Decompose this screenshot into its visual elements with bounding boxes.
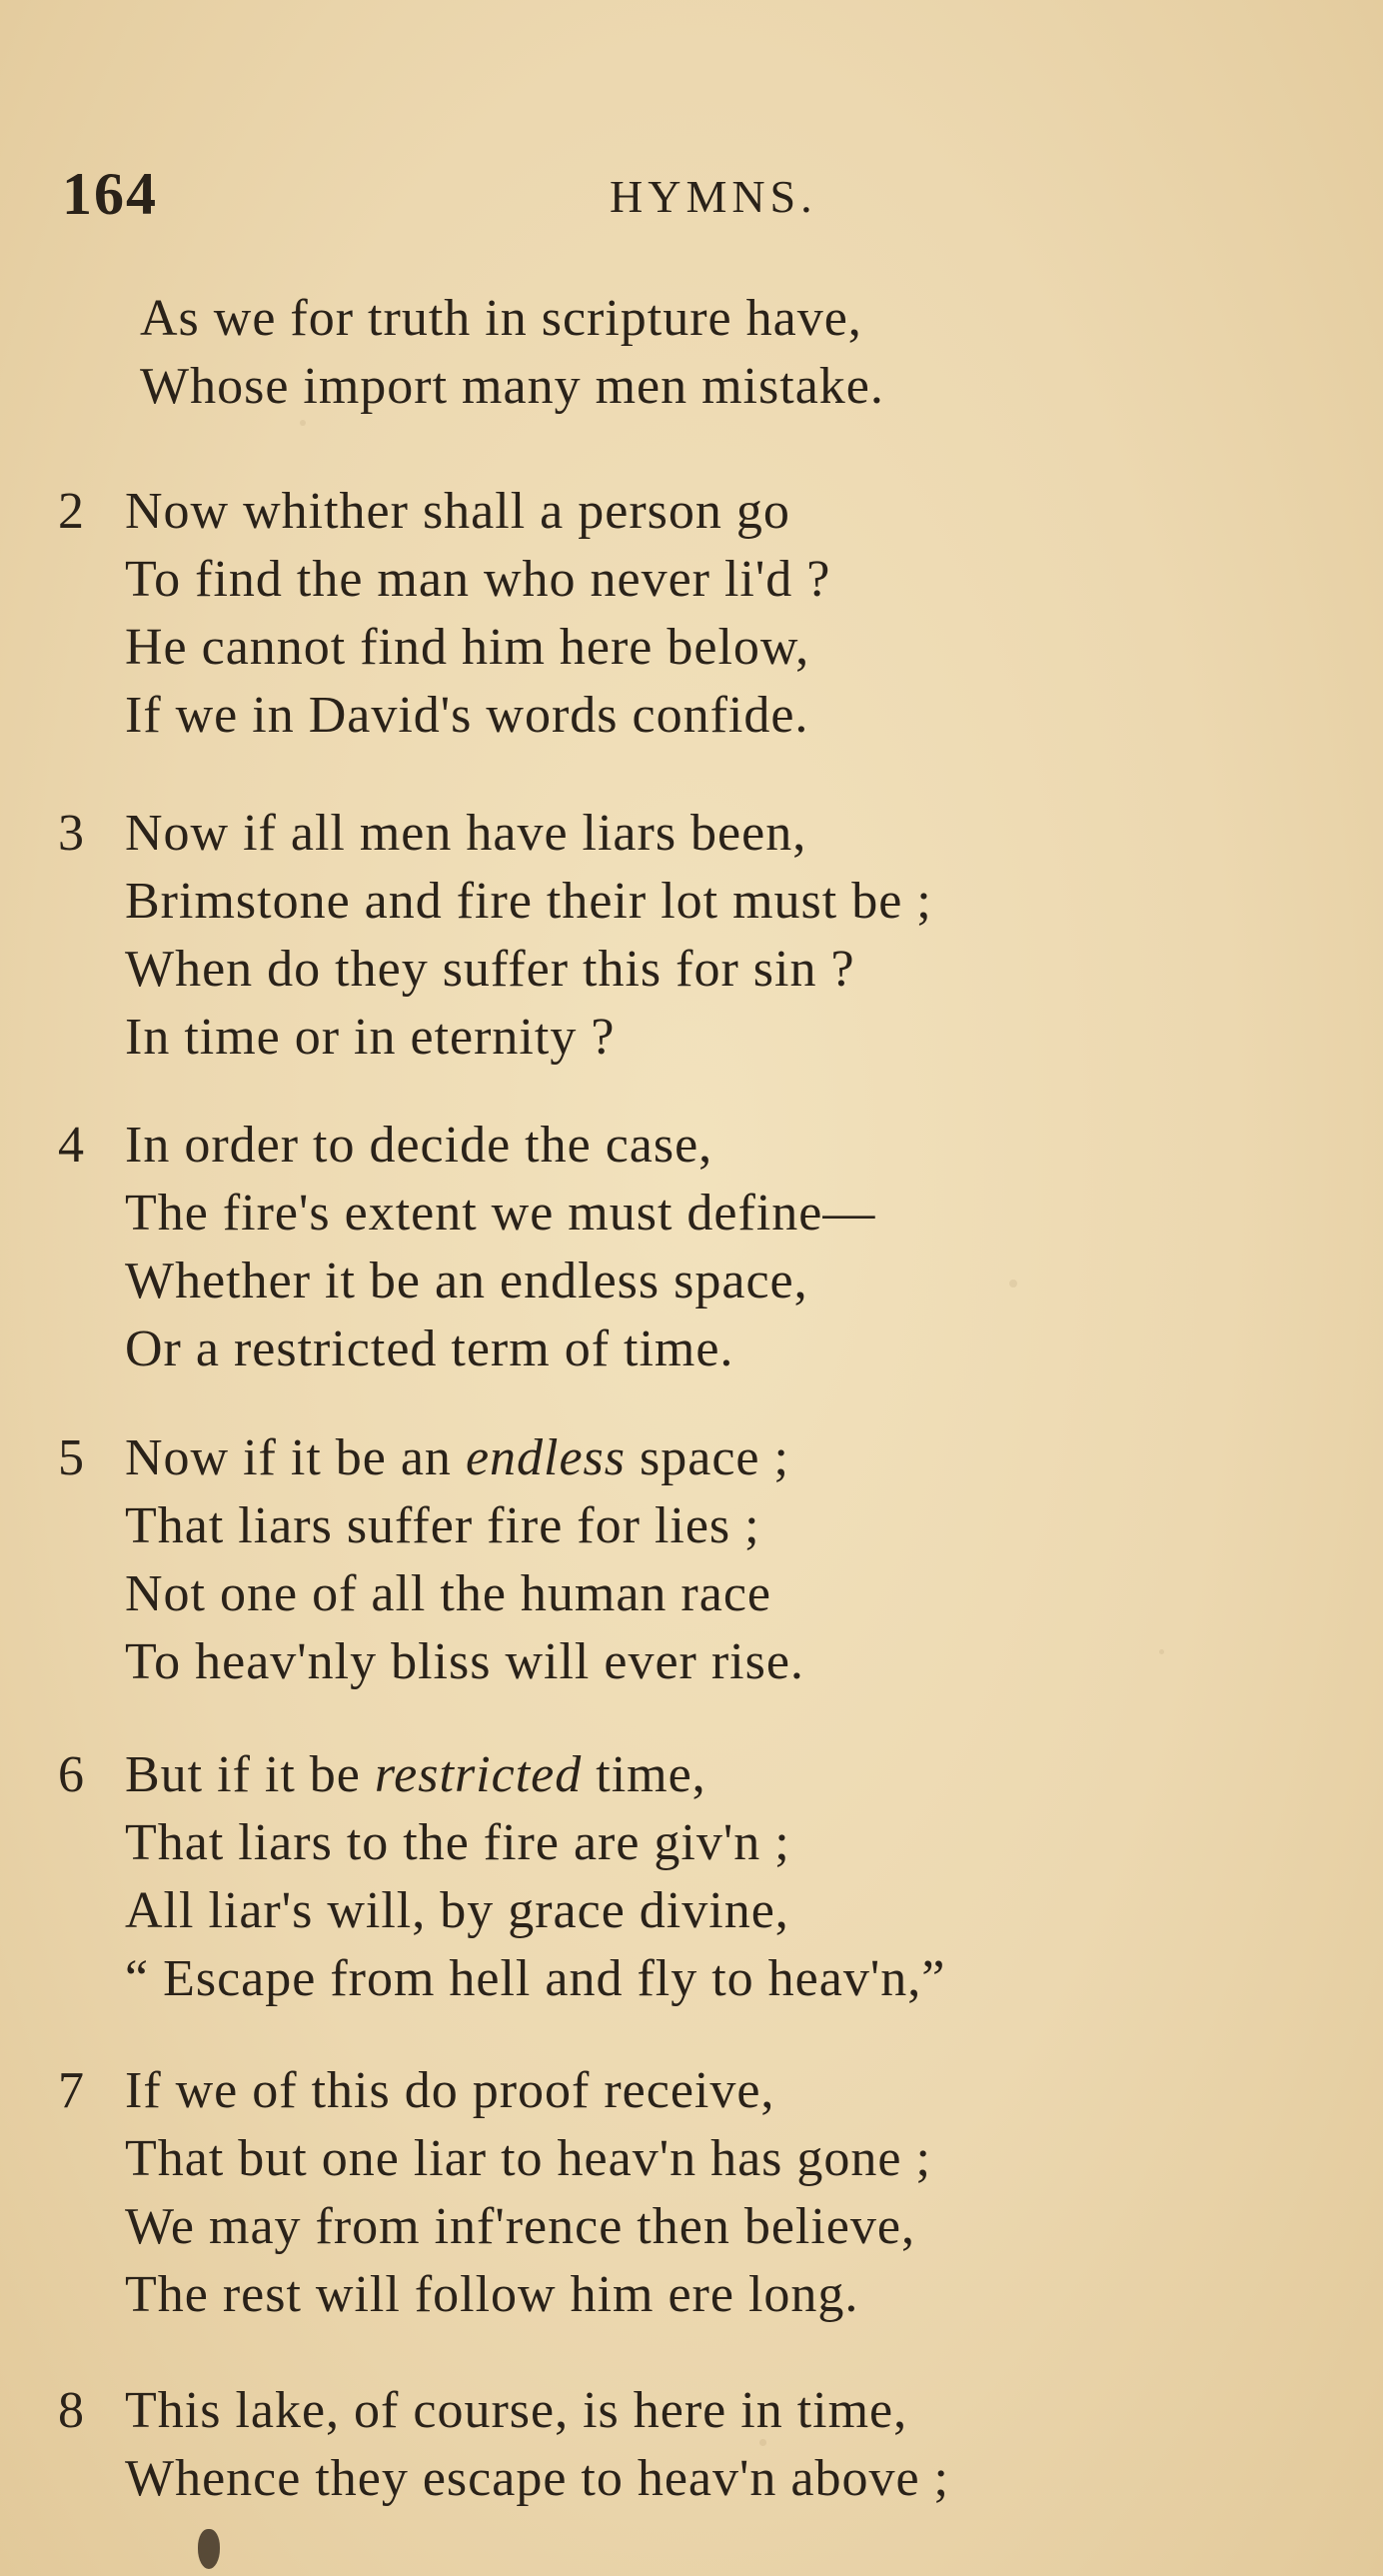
- italic-word: endless: [465, 1429, 627, 1486]
- verse-line: If we of this do proof receive,: [125, 2062, 775, 2119]
- stanza-lines: [125, 2057, 1284, 2329]
- ink-blot: [198, 2529, 220, 2569]
- verse-line-start: Now if it be an: [125, 1429, 466, 1486]
- verse-line-end: time,: [582, 1746, 706, 1803]
- verse-number: 7: [58, 2062, 84, 2119]
- verse-number: 8: [58, 2382, 84, 2439]
- verse-line: The fire's extent we must define—: [125, 1185, 876, 1242]
- page-number: 164: [62, 161, 158, 227]
- stanza-lines: [140, 285, 1299, 421]
- verse-number: 4: [58, 1117, 84, 1174]
- verse-line: When do they suffer this for sin ?: [125, 941, 855, 998]
- verse-line: [125, 1741, 1284, 1809]
- verse-line: All liar's will, by grace divine,: [125, 1882, 789, 1939]
- verse-line: To find the man who never li'd ?: [125, 551, 831, 608]
- verse-line: This lake, of course, is here in time,: [125, 2382, 908, 2439]
- verse-line: In order to decide the case,: [125, 1117, 713, 1174]
- verse-number: 6: [58, 1746, 84, 1803]
- verse-line: That liars to the fire are giv'n ;: [125, 1814, 790, 1871]
- verse-number: 5: [58, 1429, 84, 1486]
- stanza-lines: [125, 1112, 1284, 1383]
- verse-line: To heav'nly bliss will ever rise.: [125, 1633, 804, 1690]
- stanza-lines: [125, 2377, 1284, 2513]
- verse-line: He cannot find him here below,: [125, 619, 810, 676]
- verse-number: 3: [58, 805, 84, 862]
- verse-line-end: space ;: [626, 1429, 789, 1486]
- verse-line: [125, 1424, 1284, 1492]
- verse-line: “ Escape from hell and fly to heav'n,”: [125, 1950, 946, 2007]
- verse-line: As we for truth in scripture have,: [140, 290, 862, 347]
- verse-line: Now if all men have liars been,: [125, 805, 807, 862]
- verse-line: That liars suffer fire for lies ;: [125, 1497, 760, 1554]
- verse-line: In time or in eternity ?: [125, 1009, 616, 1066]
- stanza-lines: [125, 478, 1284, 750]
- stanza-lines: [125, 1424, 1284, 1696]
- stanza-lines: [125, 1741, 1284, 2013]
- verse-line: Brimstone and fire their lot must be ;: [125, 873, 932, 930]
- verse-line: Whence they escape to heav'n above ;: [125, 2450, 949, 2507]
- verse-line: If we in David's words confide.: [125, 687, 809, 744]
- verse-line-start: But if it be: [125, 1746, 375, 1803]
- verse-line: Not one of all the human race: [125, 1565, 771, 1622]
- italic-word: restricted: [374, 1746, 583, 1803]
- verse-line: The rest will follow him ere long.: [125, 2266, 859, 2323]
- verse-line: Whose import many men mistake.: [140, 358, 884, 415]
- verse-line: Whether it be an endless space,: [125, 1253, 808, 1309]
- stanza-lines: [125, 800, 1284, 1072]
- verse-number: 2: [58, 483, 84, 540]
- verse-line: Or a restricted term of time.: [125, 1320, 734, 1377]
- verse-line: Now whither shall a person go: [125, 483, 790, 540]
- verse-line: That but one liar to heav'n has gone ;: [125, 2130, 931, 2187]
- verse-line: We may from inf'rence then believe,: [125, 2198, 915, 2255]
- running-head: [0, 160, 1383, 240]
- running-title: HYMNS.: [610, 171, 817, 222]
